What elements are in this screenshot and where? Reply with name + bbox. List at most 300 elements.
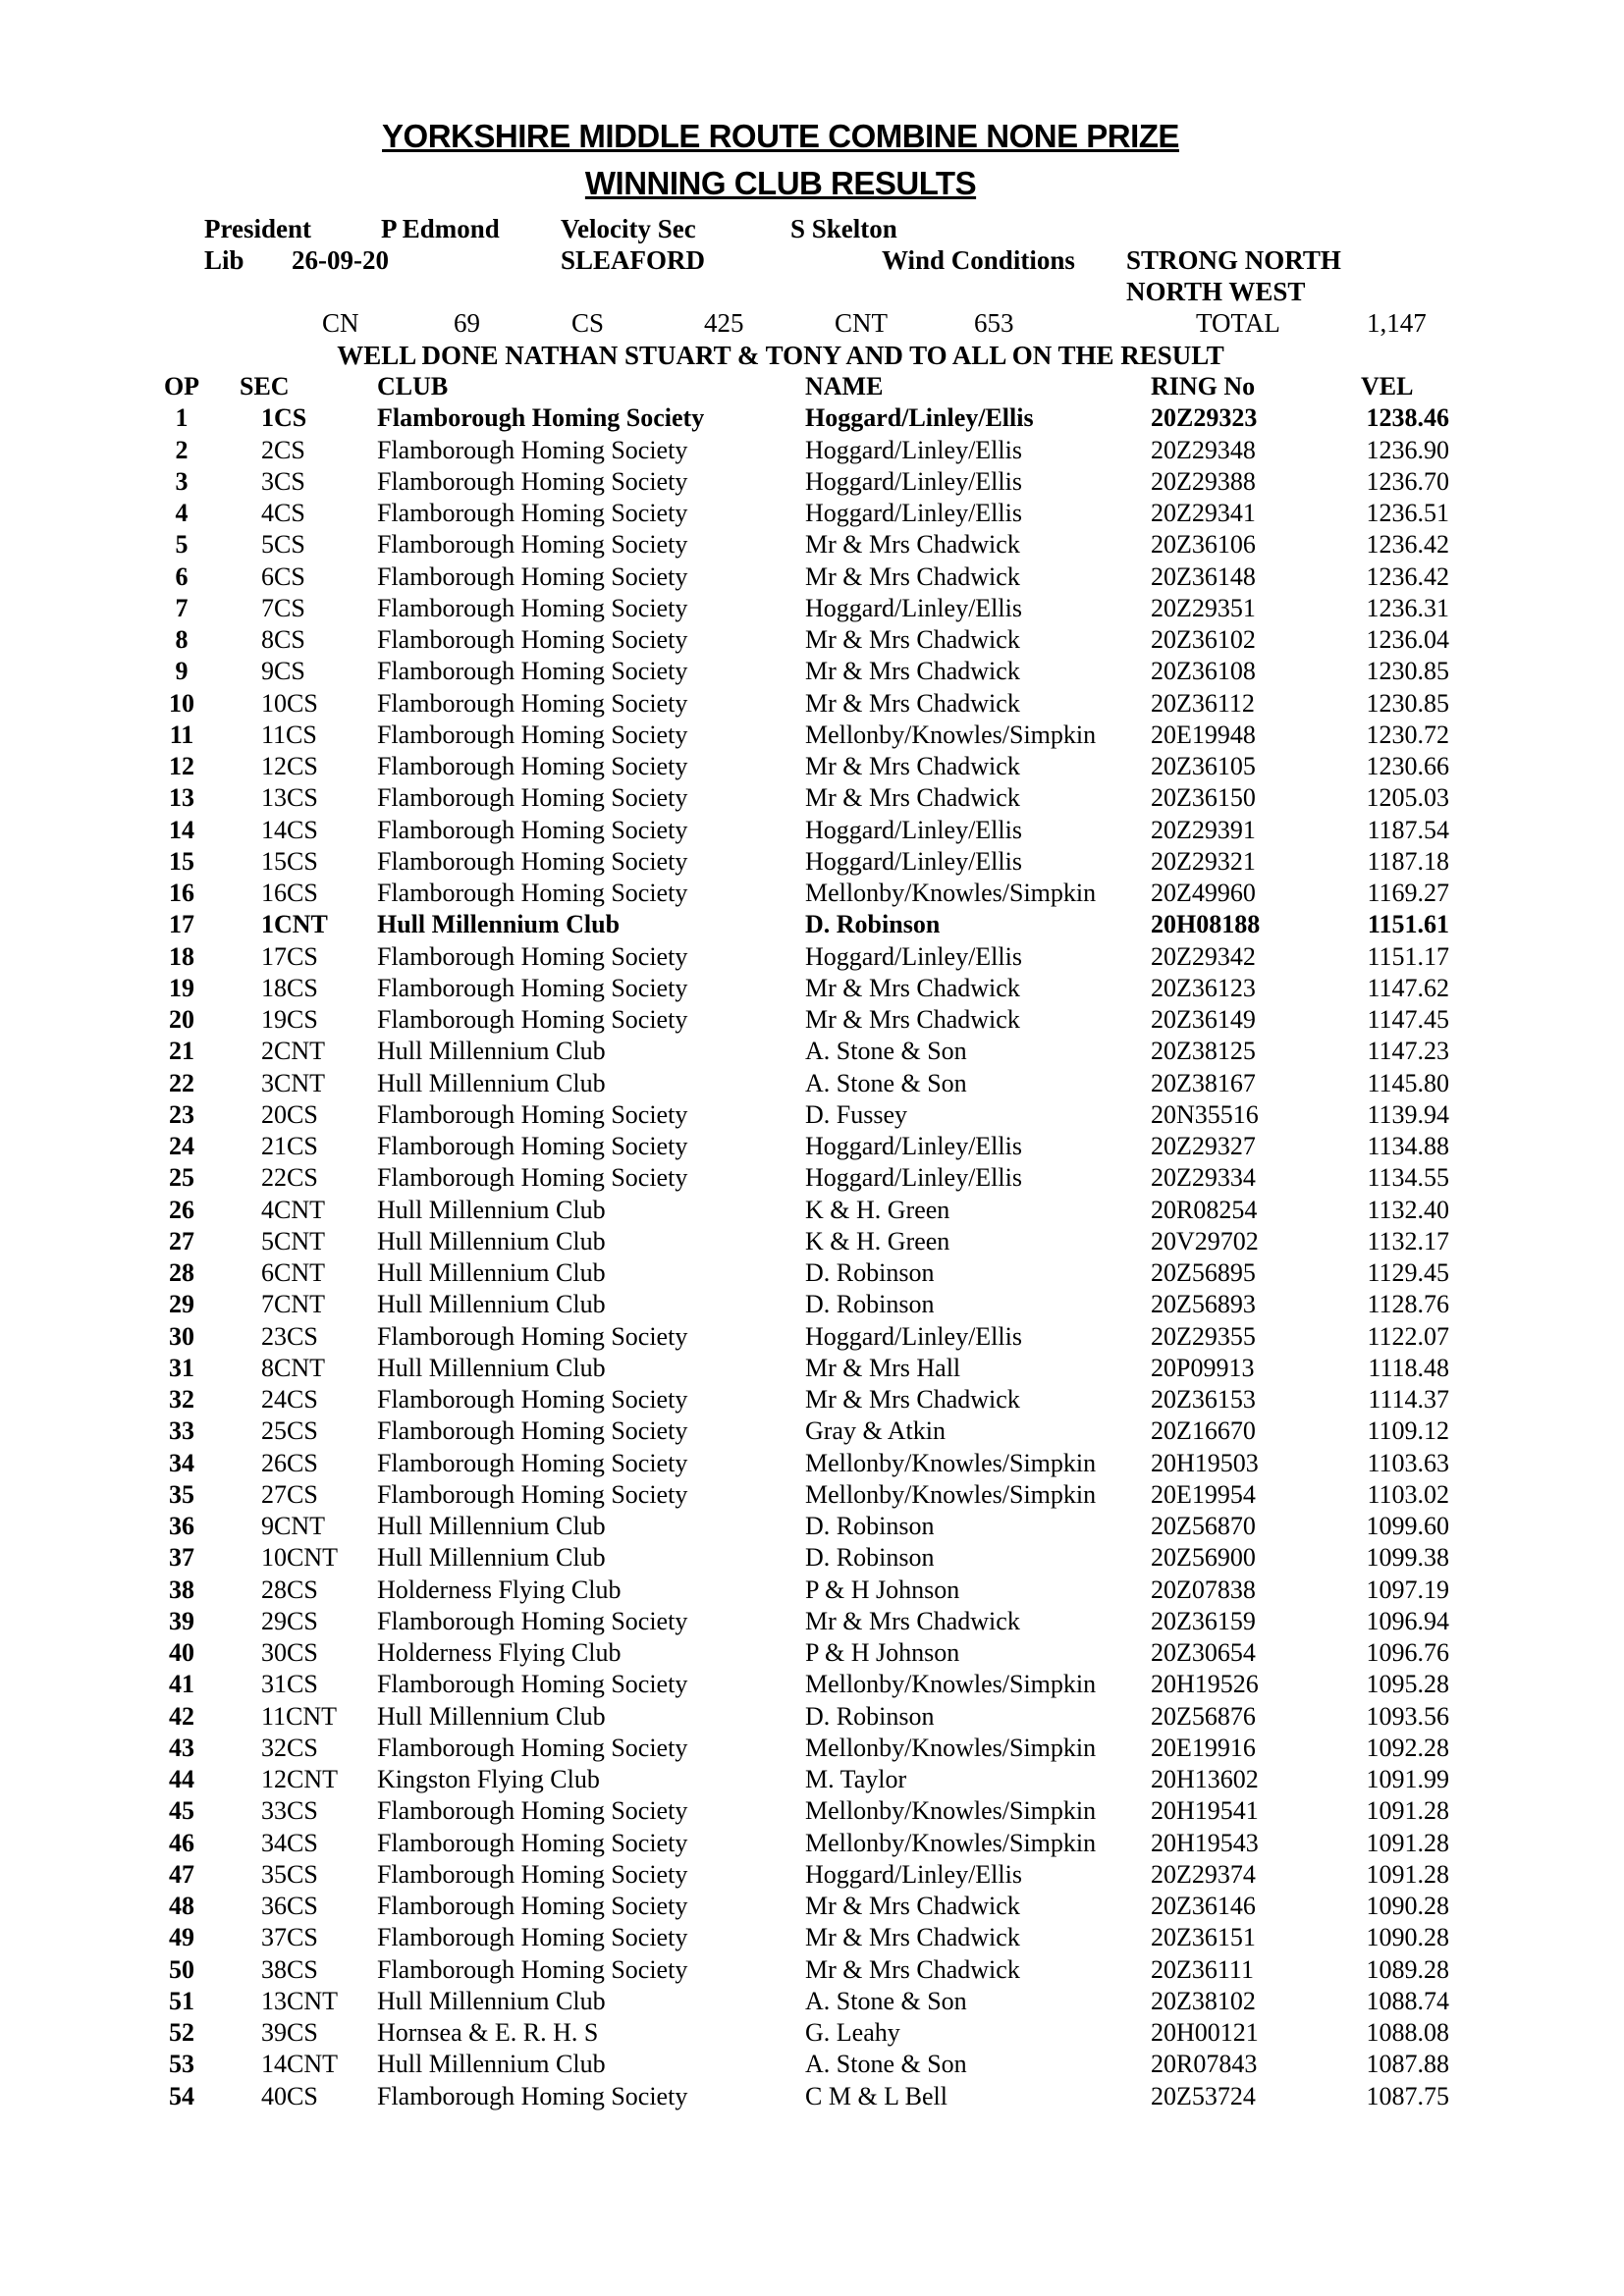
table-row xyxy=(147,402,1449,434)
cell-velocity: 1139.94 xyxy=(1367,1099,1449,1129)
cell-ring-number: 20Z29374 xyxy=(1151,1859,1256,1889)
cell-ring-number: 20Z56900 xyxy=(1151,1543,1256,1573)
cell-velocity: 1090.28 xyxy=(1366,1892,1449,1921)
cell-club: Flamborough Homing Society xyxy=(377,1670,688,1699)
cell-ring-number: 20E19916 xyxy=(1151,1733,1256,1762)
cn-label: CN xyxy=(322,308,359,338)
cell-ring-number: 20Z36153 xyxy=(1151,1385,1256,1415)
cell-section-position: 4CS xyxy=(261,499,305,528)
cell-ring-number: 20Z36123 xyxy=(1151,973,1256,1002)
cell-name: Mr & Mrs Chadwick xyxy=(805,657,1020,686)
cell-ring-number: 20Z49960 xyxy=(1151,879,1256,908)
table-row xyxy=(147,1068,1449,1099)
cell-ring-number: 20H00121 xyxy=(1151,2018,1259,2048)
table-row xyxy=(147,1384,1449,1415)
cell-name: D. Robinson xyxy=(805,910,941,939)
table-row xyxy=(147,1922,1449,1953)
cell-ring-number: 20H19543 xyxy=(1151,1828,1259,1857)
table-row xyxy=(147,1511,1449,1542)
velocity-sec-label: Velocity Sec xyxy=(561,214,696,243)
cell-ring-number: 20Z38125 xyxy=(1151,1037,1256,1066)
cell-velocity: 1091.99 xyxy=(1366,1765,1449,1794)
cell-club: Flamborough Homing Society xyxy=(377,1099,688,1129)
col-op: OP xyxy=(163,372,200,401)
cell-club: Flamborough Homing Society xyxy=(377,1448,688,1477)
table-row xyxy=(147,1986,1449,2017)
cell-position: 1 xyxy=(175,403,189,433)
cell-name: Hoggard/Linley/Ellis xyxy=(805,1132,1022,1161)
cell-club: Flamborough Homing Society xyxy=(377,1132,688,1161)
cell-name: A. Stone & Son xyxy=(805,1068,967,1097)
cell-name: K & H. Green xyxy=(805,1226,950,1255)
cell-velocity: 1099.60 xyxy=(1366,1512,1449,1541)
cell-section-position: 16CS xyxy=(261,879,318,908)
cell-club: Flamborough Homing Society xyxy=(377,657,688,686)
table-row xyxy=(147,1891,1449,1922)
cell-ring-number: 20Z07838 xyxy=(1151,1575,1256,1604)
cell-velocity: 1128.76 xyxy=(1367,1290,1449,1319)
cell-section-position: 8CS xyxy=(261,625,305,655)
table-row xyxy=(147,973,1449,1004)
cs-label: CS xyxy=(571,308,605,338)
cell-club: Hull Millennium Club xyxy=(377,1701,606,1731)
cell-club: Flamborough Homing Society xyxy=(377,1606,688,1635)
cell-club: Flamborough Homing Society xyxy=(377,1954,688,1984)
cell-club: Flamborough Homing Society xyxy=(377,1163,688,1193)
table-row xyxy=(147,909,1449,940)
cell-position: 9 xyxy=(175,657,189,686)
cell-velocity: 1187.18 xyxy=(1367,846,1449,876)
cell-position: 10 xyxy=(169,688,194,718)
cell-club: Flamborough Homing Society xyxy=(377,625,688,655)
page-subtitle: WINNING CLUB RESULTS xyxy=(584,165,977,201)
cell-name: Hoggard/Linley/Ellis xyxy=(805,1163,1022,1193)
cell-club: Flamborough Homing Society xyxy=(377,1005,688,1035)
table-row xyxy=(147,466,1449,498)
cell-ring-number: 20Z29388 xyxy=(1151,466,1256,496)
cell-name: P & H Johnson xyxy=(805,1575,960,1604)
cell-section-position: 14CS xyxy=(261,815,318,844)
cell-section-position: 3CNT xyxy=(261,1068,325,1097)
cell-velocity: 1099.38 xyxy=(1366,1543,1449,1573)
cell-section-position: 3CS xyxy=(261,466,305,496)
table-row xyxy=(147,561,1449,593)
cell-position: 47 xyxy=(169,1859,194,1889)
total-value: 1,147 xyxy=(1367,308,1427,338)
cell-ring-number: 20Z56893 xyxy=(1151,1290,1256,1319)
cell-ring-number: 20Z36159 xyxy=(1151,1606,1256,1635)
cell-position: 52 xyxy=(169,2018,194,2048)
cell-position: 14 xyxy=(169,815,194,844)
cell-position: 43 xyxy=(169,1733,194,1762)
cell-name: C M & L Bell xyxy=(805,2081,947,2110)
cell-section-position: 1CS xyxy=(261,403,307,433)
cell-name: Mr & Mrs Chadwick xyxy=(805,1606,1020,1635)
cell-position: 37 xyxy=(169,1543,194,1573)
cell-position: 3 xyxy=(175,466,189,496)
cell-velocity: 1096.76 xyxy=(1366,1638,1449,1668)
cell-velocity: 1236.90 xyxy=(1366,435,1449,464)
table-row xyxy=(147,498,1449,529)
cell-velocity: 1129.45 xyxy=(1367,1258,1449,1288)
cell-club: Hull Millennium Club xyxy=(377,1226,606,1255)
cell-name: Mellonby/Knowles/Simpkin xyxy=(805,1670,1097,1699)
table-row xyxy=(147,941,1449,973)
cell-club: Hull Millennium Club xyxy=(377,1258,606,1288)
cell-position: 26 xyxy=(169,1195,194,1224)
cell-velocity: 1089.28 xyxy=(1366,1954,1449,1984)
cell-name: Mr & Mrs Chadwick xyxy=(805,783,1020,813)
cell-name: Hoggard/Linley/Ellis xyxy=(805,1321,1022,1351)
cell-section-position: 39CS xyxy=(261,2018,318,2048)
cell-velocity: 1230.85 xyxy=(1366,688,1449,718)
table-row xyxy=(147,1542,1449,1574)
cell-club: Holderness Flying Club xyxy=(377,1575,622,1604)
cell-ring-number: 20Z36111 xyxy=(1151,1954,1254,1984)
cell-name: Mellonby/Knowles/Simpkin xyxy=(805,1733,1097,1762)
cell-name: Mr & Mrs Hall xyxy=(805,1353,961,1382)
cell-name: Mr & Mrs Chadwick xyxy=(805,1954,1020,1984)
cell-position: 44 xyxy=(169,1765,194,1794)
cell-position: 4 xyxy=(175,499,189,528)
table-row xyxy=(147,751,1449,782)
cell-name: Mellonby/Knowles/Simpkin xyxy=(805,1796,1097,1826)
race-location: SLEAFORD xyxy=(561,245,706,275)
table-row xyxy=(147,2049,1449,2080)
cell-velocity: 1118.48 xyxy=(1368,1353,1449,1382)
cell-ring-number: 20H19526 xyxy=(1151,1670,1259,1699)
cell-ring-number: 20Z36106 xyxy=(1151,530,1256,560)
cell-section-position: 14CNT xyxy=(261,2050,338,2079)
cell-club: Hull Millennium Club xyxy=(377,1068,606,1097)
cell-club: Hull Millennium Club xyxy=(377,1353,606,1382)
col-vel: VEL xyxy=(1361,372,1414,401)
col-ring: RING No xyxy=(1151,372,1256,401)
table-row xyxy=(147,1669,1449,1700)
cell-velocity: 1236.51 xyxy=(1366,499,1449,528)
cell-club: Flamborough Homing Society xyxy=(377,941,688,971)
cell-ring-number: 20N35516 xyxy=(1151,1099,1259,1129)
cell-section-position: 2CS xyxy=(261,435,305,464)
cnt-label: CNT xyxy=(835,308,888,338)
cell-name: Mellonby/Knowles/Simpkin xyxy=(805,1828,1097,1857)
table-row xyxy=(147,815,1449,846)
cell-name: Hoggard/Linley/Ellis xyxy=(805,941,1022,971)
cell-position: 38 xyxy=(169,1575,194,1604)
cell-position: 8 xyxy=(175,625,189,655)
lib-label: Lib xyxy=(204,245,244,275)
cell-ring-number: 20Z36151 xyxy=(1151,1923,1256,1952)
cell-position: 11 xyxy=(169,720,194,749)
cell-name: Hoggard/Linley/Ellis xyxy=(805,466,1022,496)
cell-position: 19 xyxy=(169,973,194,1002)
cell-section-position: 7CS xyxy=(261,593,305,622)
cell-name: Mr & Mrs Chadwick xyxy=(805,1385,1020,1415)
cell-ring-number: 20Z38167 xyxy=(1151,1068,1256,1097)
cell-club: Flamborough Homing Society xyxy=(377,1859,688,1889)
table-row xyxy=(147,1195,1449,1226)
cell-club: Flamborough Homing Society xyxy=(377,1828,688,1857)
cell-ring-number: 20Z36148 xyxy=(1151,561,1256,591)
cell-club: Hull Millennium Club xyxy=(377,1290,606,1319)
table-row xyxy=(147,1353,1449,1384)
cell-name: A. Stone & Son xyxy=(805,2050,967,2079)
cell-ring-number: 20R08254 xyxy=(1151,1195,1258,1224)
cell-section-position: 20CS xyxy=(261,1099,318,1129)
wind-line2: NORTH WEST xyxy=(1126,277,1306,306)
cell-ring-number: 20Z29342 xyxy=(1151,941,1256,971)
cell-position: 42 xyxy=(169,1701,194,1731)
race-date: 26-09-20 xyxy=(292,245,389,275)
cell-section-position: 18CS xyxy=(261,973,318,1002)
cell-position: 35 xyxy=(169,1479,194,1509)
table-row xyxy=(147,1131,1449,1162)
cell-velocity: 1238.46 xyxy=(1366,403,1449,433)
cell-name: Gray & Atkin xyxy=(805,1416,946,1446)
cell-position: 46 xyxy=(169,1828,194,1857)
cell-ring-number: 20Z56870 xyxy=(1151,1512,1256,1541)
table-row xyxy=(147,1575,1449,1606)
cell-club: Flamborough Homing Society xyxy=(377,403,705,433)
cell-position: 27 xyxy=(169,1226,194,1255)
cell-name: Mr & Mrs Chadwick xyxy=(805,688,1020,718)
cell-name: Mr & Mrs Chadwick xyxy=(805,973,1020,1002)
cell-velocity: 1103.02 xyxy=(1367,1479,1449,1509)
cell-position: 51 xyxy=(169,1986,194,2015)
cell-name: Hoggard/Linley/Ellis xyxy=(805,815,1022,844)
cell-position: 36 xyxy=(169,1512,194,1541)
cell-position: 25 xyxy=(169,1163,194,1193)
table-row xyxy=(147,1226,1449,1257)
cell-section-position: 25CS xyxy=(261,1416,318,1446)
cell-ring-number: 20H19503 xyxy=(1151,1448,1259,1477)
cell-club: Flamborough Homing Society xyxy=(377,530,688,560)
cell-club: Flamborough Homing Society xyxy=(377,815,688,844)
cell-ring-number: 20H08188 xyxy=(1151,910,1261,939)
cell-ring-number: 20Z29323 xyxy=(1151,403,1258,433)
cell-velocity: 1151.61 xyxy=(1367,910,1449,939)
cell-club: Flamborough Homing Society xyxy=(377,688,688,718)
cell-club: Flamborough Homing Society xyxy=(377,561,688,591)
cell-name: Mellonby/Knowles/Simpkin xyxy=(805,720,1097,749)
cell-ring-number: 20Z36146 xyxy=(1151,1892,1256,1921)
cell-club: Hull Millennium Club xyxy=(377,1543,606,1573)
cell-name: Mr & Mrs Chadwick xyxy=(805,1892,1020,1921)
cell-velocity: 1134.88 xyxy=(1367,1132,1449,1161)
cell-velocity: 1087.75 xyxy=(1366,2081,1449,2110)
cell-velocity: 1236.70 xyxy=(1366,466,1449,496)
table-row xyxy=(147,529,1449,561)
cell-club: Hull Millennium Club xyxy=(377,1037,606,1066)
cell-velocity: 1169.27 xyxy=(1367,879,1449,908)
cell-position: 17 xyxy=(169,910,194,939)
cell-position: 15 xyxy=(169,846,194,876)
table-row xyxy=(147,878,1449,909)
table-row xyxy=(147,1637,1449,1669)
cell-section-position: 40CS xyxy=(261,2081,318,2110)
cell-section-position: 8CNT xyxy=(261,1353,325,1382)
cell-name: Hoggard/Linley/Ellis xyxy=(805,403,1034,433)
president-label: President xyxy=(204,214,311,243)
cell-club: Flamborough Homing Society xyxy=(377,1385,688,1415)
cell-club: Hornsea & E. R. H. S xyxy=(377,2018,599,2048)
cell-velocity: 1147.62 xyxy=(1367,973,1449,1002)
cell-name: Mellonby/Knowles/Simpkin xyxy=(805,879,1097,908)
cell-velocity: 1236.42 xyxy=(1366,530,1449,560)
cell-velocity: 1088.08 xyxy=(1366,2018,1449,2048)
table-row xyxy=(147,1859,1449,1891)
cell-section-position: 13CS xyxy=(261,783,318,813)
cell-section-position: 23CS xyxy=(261,1321,318,1351)
cell-section-position: 37CS xyxy=(261,1923,318,1952)
cell-club: Hull Millennium Club xyxy=(377,1512,606,1541)
table-row xyxy=(147,1606,1449,1637)
cell-name: Hoggard/Linley/Ellis xyxy=(805,846,1022,876)
cell-club: Flamborough Homing Society xyxy=(377,1321,688,1351)
cell-position: 13 xyxy=(169,783,194,813)
table-row xyxy=(147,2017,1449,2049)
cell-velocity: 1122.07 xyxy=(1367,1321,1449,1351)
cell-velocity: 1087.88 xyxy=(1366,2050,1449,2079)
table-row xyxy=(147,1701,1449,1733)
cell-section-position: 21CS xyxy=(261,1132,318,1161)
cell-ring-number: 20Z16670 xyxy=(1151,1416,1256,1446)
table-row xyxy=(147,435,1449,466)
cell-velocity: 1088.74 xyxy=(1366,1986,1449,2015)
cell-section-position: 36CS xyxy=(261,1892,318,1921)
cell-ring-number: 20Z36105 xyxy=(1151,752,1256,781)
cell-velocity: 1134.55 xyxy=(1367,1163,1449,1193)
cell-section-position: 24CS xyxy=(261,1385,318,1415)
table-row xyxy=(147,1321,1449,1353)
cell-section-position: 6CS xyxy=(261,561,305,591)
cell-ring-number: 20E19948 xyxy=(1151,720,1256,749)
cell-section-position: 11CNT xyxy=(261,1701,338,1731)
cell-position: 22 xyxy=(169,1068,194,1097)
cell-section-position: 11CS xyxy=(261,720,317,749)
page-title: YORKSHIRE MIDDLE ROUTE COMBINE NONE PRIZE xyxy=(382,118,1179,154)
cell-ring-number: 20Z29348 xyxy=(1151,435,1256,464)
cell-name: D. Robinson xyxy=(805,1290,935,1319)
cell-section-position: 27CS xyxy=(261,1479,318,1509)
cell-velocity: 1147.23 xyxy=(1367,1037,1449,1066)
cell-section-position: 4CNT xyxy=(261,1195,325,1224)
cell-name: P & H Johnson xyxy=(805,1638,960,1668)
cell-section-position: 10CNT xyxy=(261,1543,338,1573)
cell-velocity: 1096.94 xyxy=(1366,1606,1449,1635)
cell-ring-number: 20Z29341 xyxy=(1151,499,1256,528)
congratulations-message: WELL DONE NATHAN STUART & TONY AND TO ALL ON THE RESULT xyxy=(337,341,1224,370)
cell-club: Flamborough Homing Society xyxy=(377,1892,688,1921)
cell-name: Mr & Mrs Chadwick xyxy=(805,561,1020,591)
cell-position: 39 xyxy=(169,1606,194,1635)
cell-ring-number: 20Z36108 xyxy=(1151,657,1256,686)
cell-club: Flamborough Homing Society xyxy=(377,973,688,1002)
cell-section-position: 6CNT xyxy=(261,1258,325,1288)
cell-ring-number: 20Z38102 xyxy=(1151,1986,1256,2015)
cell-club: Flamborough Homing Society xyxy=(377,2081,688,2110)
cell-club: Flamborough Homing Society xyxy=(377,752,688,781)
cell-velocity: 1109.12 xyxy=(1367,1416,1449,1446)
cell-ring-number: 20Z36150 xyxy=(1151,783,1256,813)
cell-club: Hull Millennium Club xyxy=(377,2050,606,2079)
cell-position: 30 xyxy=(169,1321,194,1351)
table-row xyxy=(147,1479,1449,1511)
cell-section-position: 10CS xyxy=(261,688,318,718)
cell-name: M. Taylor xyxy=(805,1765,907,1794)
cell-club: Hull Millennium Club xyxy=(377,910,621,939)
col-sec: SEC xyxy=(240,372,290,401)
cell-section-position: 2CNT xyxy=(261,1037,325,1066)
table-row xyxy=(147,720,1449,751)
cell-velocity: 1236.31 xyxy=(1366,593,1449,622)
cell-club: Flamborough Homing Society xyxy=(377,1416,688,1446)
table-row xyxy=(147,1828,1449,1859)
cell-section-position: 32CS xyxy=(261,1733,318,1762)
cell-club: Flamborough Homing Society xyxy=(377,1796,688,1826)
cell-ring-number: 20Z29334 xyxy=(1151,1163,1256,1193)
cell-ring-number: 20Z56876 xyxy=(1151,1701,1256,1731)
cell-name: D. Fussey xyxy=(805,1099,908,1129)
cell-position: 31 xyxy=(169,1353,194,1382)
cell-club: Flamborough Homing Society xyxy=(377,1923,688,1952)
cell-ring-number: 20Z36149 xyxy=(1151,1005,1256,1035)
cell-section-position: 30CS xyxy=(261,1638,318,1668)
cell-club: Hull Millennium Club xyxy=(377,1986,606,2015)
table-row xyxy=(147,1733,1449,1764)
cell-position: 48 xyxy=(169,1892,194,1921)
cell-club: Kingston Flying Club xyxy=(377,1765,600,1794)
cell-position: 53 xyxy=(169,2050,194,2079)
cell-club: Flamborough Homing Society xyxy=(377,846,688,876)
cell-position: 20 xyxy=(169,1005,194,1035)
cell-position: 24 xyxy=(169,1132,194,1161)
cell-club: Flamborough Homing Society xyxy=(377,435,688,464)
cell-ring-number: 20E19954 xyxy=(1151,1479,1256,1509)
cell-section-position: 12CS xyxy=(261,752,318,781)
cell-name: Mr & Mrs Chadwick xyxy=(805,752,1020,781)
table-row xyxy=(147,846,1449,878)
cell-section-position: 29CS xyxy=(261,1606,318,1635)
cell-position: 18 xyxy=(169,941,194,971)
cell-section-position: 38CS xyxy=(261,1954,318,1984)
cell-section-position: 5CNT xyxy=(261,1226,325,1255)
table-row xyxy=(147,1036,1449,1067)
cell-club: Flamborough Homing Society xyxy=(377,499,688,528)
table-row xyxy=(147,1004,1449,1036)
cell-velocity: 1095.28 xyxy=(1366,1670,1449,1699)
total-label: TOTAL xyxy=(1196,308,1280,338)
cell-position: 2 xyxy=(175,435,189,464)
results-table xyxy=(147,371,1449,2112)
cell-position: 29 xyxy=(169,1290,194,1319)
cell-ring-number: 20Z29355 xyxy=(1151,1321,1256,1351)
cell-club: Flamborough Homing Society xyxy=(377,1479,688,1509)
cell-club: Hull Millennium Club xyxy=(377,1195,606,1224)
cell-section-position: 33CS xyxy=(261,1796,318,1826)
table-row xyxy=(147,2081,1449,2112)
table-row xyxy=(147,1289,1449,1320)
cnt-value: 653 xyxy=(974,308,1014,338)
cell-velocity: 1236.42 xyxy=(1366,561,1449,591)
cell-section-position: 12CNT xyxy=(261,1765,338,1794)
cell-club: Flamborough Homing Society xyxy=(377,1733,688,1762)
results-body xyxy=(147,402,1449,2112)
cell-position: 16 xyxy=(169,879,194,908)
cell-section-position: 17CS xyxy=(261,941,318,971)
cell-section-position: 5CS xyxy=(261,530,305,560)
cell-club: Flamborough Homing Society xyxy=(377,783,688,813)
